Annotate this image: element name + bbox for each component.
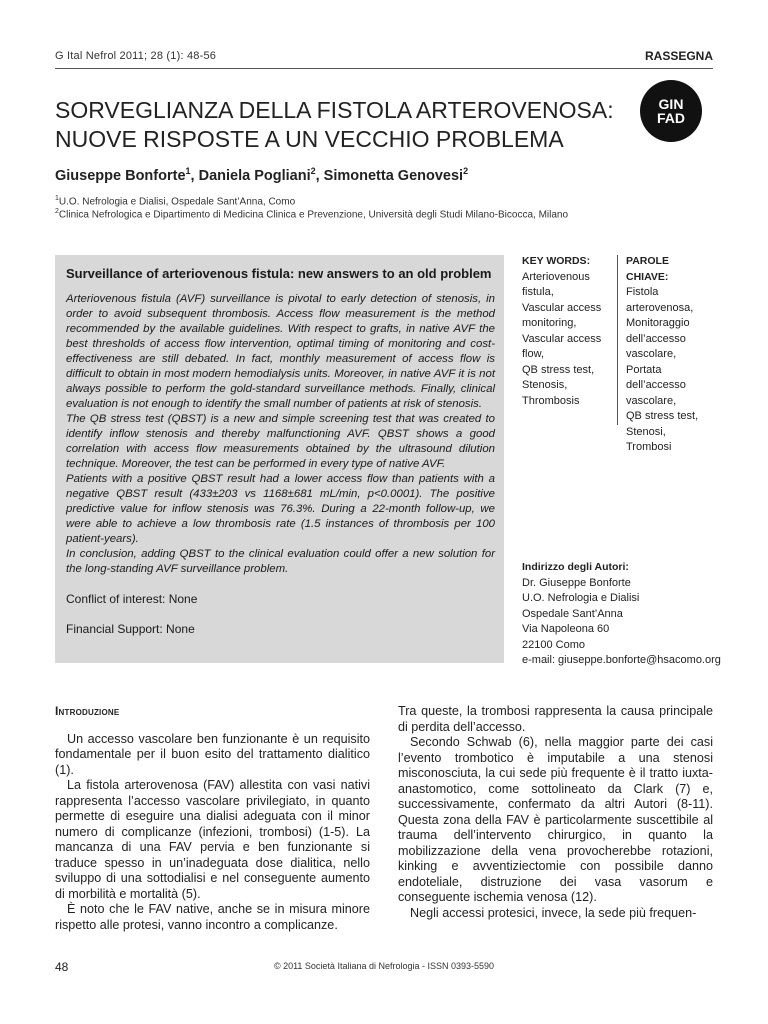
body-paragraph: Secondo Schwab (6), nella maggior parte dei casi l’evento trombotico è imputabile a una stenosi misconosciuta, la cui sede più frequente è il tratto iuxta-anastomotico, come sottolineato da Clark (7) e, successivamente, confermato da altri Autori (8-11). Questa zona della FAV è particolarmente suscettibile al trauma dell’intervento chirurgico, in quanto la mobilizzazione della vena provocherebbe rotazioni, kinking e avventiziectomie con possibile danno endoteliale, distruzione dei vasa vasorum e conseguente ischemia venosa (12). (398, 735, 713, 904)
badge-line: FAD (657, 110, 685, 126)
address-line: Ospedale Sant’Anna (522, 607, 623, 620)
keyword-line: flow, (522, 348, 545, 360)
email-link[interactable]: e-mail: giuseppe.bonforte@hsacomo.org (522, 654, 721, 666)
author-affiliation-mark: 2 (310, 166, 316, 176)
author-list (55, 166, 468, 184)
conflict-of-interest: Conflict of interest: None (66, 592, 198, 606)
abstract-paragraph: The QB stress test (QBST) is a new and simple screening test that was created to identify inflow stenosis and thereby malfunctioning AVF. QBST shows a good correlation with access flow measurements obtained by the ultrasound dilution technique. Moreover, the test can be performed in every type of native AVF. (66, 413, 495, 470)
keyword-line: QB stress test, (626, 410, 699, 422)
article-title (55, 96, 615, 154)
body-paragraph: Negli accessi protesici, invece, la sede più frequen- (410, 905, 697, 920)
keyword-line: dell’accesso (626, 332, 686, 345)
address-line: Via Napoleona 60 (522, 623, 610, 635)
author-name: Daniela Pogliani (198, 167, 311, 184)
abstract-paragraph: Patients with a positive QBST result had a lower access flow than patients with a negative QBST result (433±203 vs 1168±681 mL/min, p<0.0001). The positive predictive value for inflow stenosis was 76.3%. During a 22-month follow-up, we were able to achieve a low thrombosis rate (1.5 instances of thrombosis per 100 patient-years). (66, 473, 495, 545)
financial-support: Financial Support: None (66, 622, 195, 636)
affiliation (55, 208, 568, 220)
address-line: U.O. Nefrologia e Dialisi (522, 592, 640, 604)
title-line: SORVEGLIANZA DELLA FISTOLA ARTEROVENOSA: (55, 97, 614, 123)
abstract-paragraph: In conclusion, adding QBST to the clinical evaluation could offer a new solution for the long-standing AVF surveillance problem. (66, 548, 495, 575)
author-name: Simonetta Genovesi (323, 167, 464, 184)
affiliation (55, 195, 295, 207)
page-number: 48 (55, 960, 69, 974)
body-paragraph: È noto che le FAV native, anche se in misura minore rispetto alle protesi, vanno incontro a complicanze. (55, 902, 370, 932)
author-affiliation-mark: 1 (185, 166, 191, 176)
section-label: RASSEGNA (644, 49, 713, 63)
body-paragraph: La fistola arterovenosa (FAV) allestita con vasi nativi rappresenta l’accesso vascolare privilegiato, in quanto permette di eseguire una dialisi adeguata con il minor numero di complicanze (infezioni, trombosi) (1-5). La mancanza di una FAV pervia e ben funzionante si traduce spesso in un’inadeguata dose dialitica, nello sviluppo di una sottodialisi e nel conseguente aumento di morbilità e mortalità (5). (55, 778, 370, 901)
keyword-line: Thrombosis (522, 394, 580, 407)
author-separator: , (315, 167, 324, 184)
keyword-line: monitoring, (522, 317, 577, 329)
keyword-line: Stenosis, (522, 379, 568, 391)
keyword-line (522, 363, 614, 379)
keyword-line: Trombosi (626, 441, 672, 453)
copyright-notice: © 2011 Società Italiana di Nefrologia - ISSN 0393-5590 (273, 961, 495, 971)
body-paragraph: Un accesso vascolare ben funzionante è un requisito fondamentale per il buon esito del trattamento dialitico (1). (55, 731, 370, 777)
keyword-line: Vascular access (522, 332, 602, 345)
address-heading: Indirizzo degli Autori: (522, 561, 629, 573)
affiliation-text: U.O. Nefrologia e Dialisi, Ospedale Sant’Anna, Como (58, 196, 296, 208)
badge-line: GIN (658, 96, 684, 112)
keyword-line: Vascular access (522, 301, 602, 314)
body-column-right (398, 704, 713, 921)
title-line: NUOVE RISPOSTE A UN VECCHIO PROBLEMA (55, 126, 564, 152)
keywords-english (522, 254, 614, 409)
address-line: Dr. Giuseppe Bonforte (522, 576, 631, 589)
body-column-left (55, 704, 370, 933)
author-address (522, 560, 722, 669)
keyword-line: arterovenosa, (626, 301, 694, 314)
keyword-text: QB stress test, (522, 363, 595, 376)
keyword-line: vascolare, (626, 394, 677, 407)
affiliation-mark: 1 (55, 195, 59, 202)
journal-reference: G Ital Nefrol 2011; 28 (1): 48-56 (55, 50, 217, 62)
gin-fad-badge (640, 80, 702, 142)
author-affiliation-mark: 2 (463, 166, 469, 176)
section-heading: Introduzione (55, 704, 120, 718)
affiliation-mark: 2 (55, 208, 59, 215)
keyword-line: Arteriovenous (522, 270, 590, 283)
body-paragraph: Tra queste, la trombosi rappresenta la causa principale di perdita dell’accesso. (398, 704, 713, 734)
keyword-line: vascolare, (626, 348, 677, 360)
author-name: Giuseppe Bonforte (55, 167, 186, 184)
keywords-heading: KEY WORDS: (522, 255, 591, 267)
keyword-line: fistula, (522, 286, 554, 298)
abstract-paragraph: Arteriovenous fistula (AVF) surveillance is pivotal to early detection of stenosis, in order to avoid subsequent thrombosis. Access flow measurement is the method recommended by the available guidelines. With respect to grafts, in native AVF the best thresholds of access flow intervention, optimal timing of monitoring and cost-effectiveness are still debated. In fact, monthly measurement of access flow is difficult to obtain in most modern hemodialysis units. Moreover, in native AVF it is not always possible to perform the gold-standard surveillance methods. Finally, clinical evaluation is not enough to identify the small number of patients at risk of stenosis. (66, 293, 495, 410)
keyword-line: Monitoraggio (626, 317, 690, 329)
keyword-line: dell’accesso (626, 379, 686, 391)
affiliation-text: Clinica Nefrologica e Dipartimento di Medicina Clinica e Prevenzione, Università degli Studi Milano-Bicocca, Milano (58, 209, 569, 221)
keyword-line: Stenosi, (626, 425, 666, 438)
keywords-divider (617, 255, 618, 425)
keyword-line: Fistola (626, 286, 659, 298)
abstract-body (66, 292, 495, 577)
author-separator: , (190, 167, 199, 184)
keywords-italian (626, 254, 714, 456)
keywords-heading: PAROLE CHIAVE: (626, 255, 669, 283)
address-line: 22100 Como (522, 638, 585, 651)
header-divider (55, 68, 713, 69)
keyword-line: Portata (626, 363, 662, 376)
abstract-box (55, 255, 504, 663)
abstract-title: Surveillance of arteriovenous fistula: new answers to an old problem (66, 266, 492, 281)
